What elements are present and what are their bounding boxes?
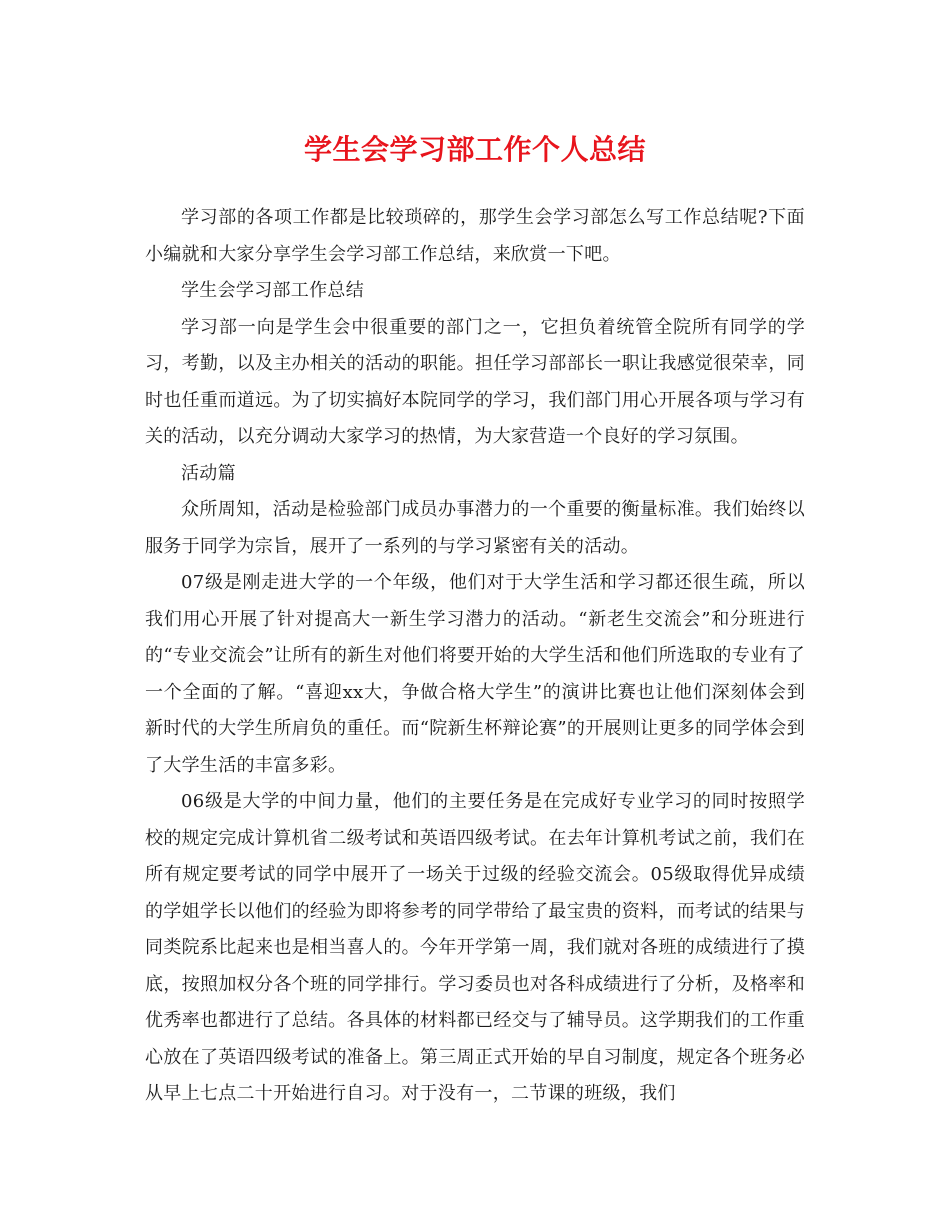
paragraph-department-overview: 学习部一向是学生会中很重要的部门之一，它担负着统管全院所有同学的学习，考勤，以及主办相关的活动的职能。担任学习部部长一职让我感觉很荣幸，同时也任重而道远。为了切实搞好本院同学的学习，我们部门用心开展各项与学习有关的活动，以充分调动大家学习的热情，为大家营造一个良好的学习氛围。 — [145, 316, 805, 447]
paragraph-subtitle: 学生会学习部工作总结 — [181, 280, 364, 301]
paragraph-section-heading-activities: 活动篇 — [181, 462, 236, 484]
paragraph-intro: 学习部的各项工作都是比较琐碎的，那学生会学习部怎么写工作总结呢?下面小编就和大家分享学生会学习部工作总结，来欣赏一下吧。 — [145, 207, 805, 265]
paragraph-grade-06: 06级是大学的中间力量，他们的主要任务是在完成好专业学习的同时按照学校的规定完成计算机省二级考试和英语四级考试。在去年计算机考试之前，我们在所有规定要考试的同学中展开了一场关于过级的经验交流会。05级取得优异成绩的学姐学长以他们的经验为即将参考的同学带给了最宝贵的资料，而考试的结果与同类院系比起来也是相当喜人的。今年开学第一周，我们就对各班的成绩进行了摸底，按照加权分各个班的同学排行。学习委员也对各科成绩进行了分析，及格率和优秀率也都进行了总结。各具体的材料都已经交与了辅导员。这学期我们的工作重心放在了英语四级考试的准备上。第三周正式开始的早自习制度，规定各个班务必从早上七点二十开始进行自习。对于没有一，二节课的班级，我们 — [145, 791, 805, 1104]
document-title: 学生会学习部工作个人总结 — [303, 133, 646, 166]
document-body — [145, 200, 805, 1113]
paragraph-activities-intro: 众所周知，活动是检验部门成员办事潜力的一个重要的衡量标准。我们始终以服务于同学为宗旨，展开了一系列的与学习紧密有关的活动。 — [145, 499, 805, 557]
paragraph-grade-07: 07级是刚走进大学的一个年级，他们对于大学生活和学习都还很生疏，所以我们用心开展了针对提高大一新生学习潜力的活动。“新老生交流会”和分班进行的“专业交流会”让所有的新生对他们将要开始的大学生活和他们所选取的专业有了一个全面的了解。“喜迎xx大，争做合格大学生”的演讲比赛也让他们深刻体会到新时代的大学生所肩负的重任。而“院新生杯辩论赛”的开展则让更多的同学体会到了大学生活的丰富多彩。 — [145, 572, 805, 776]
